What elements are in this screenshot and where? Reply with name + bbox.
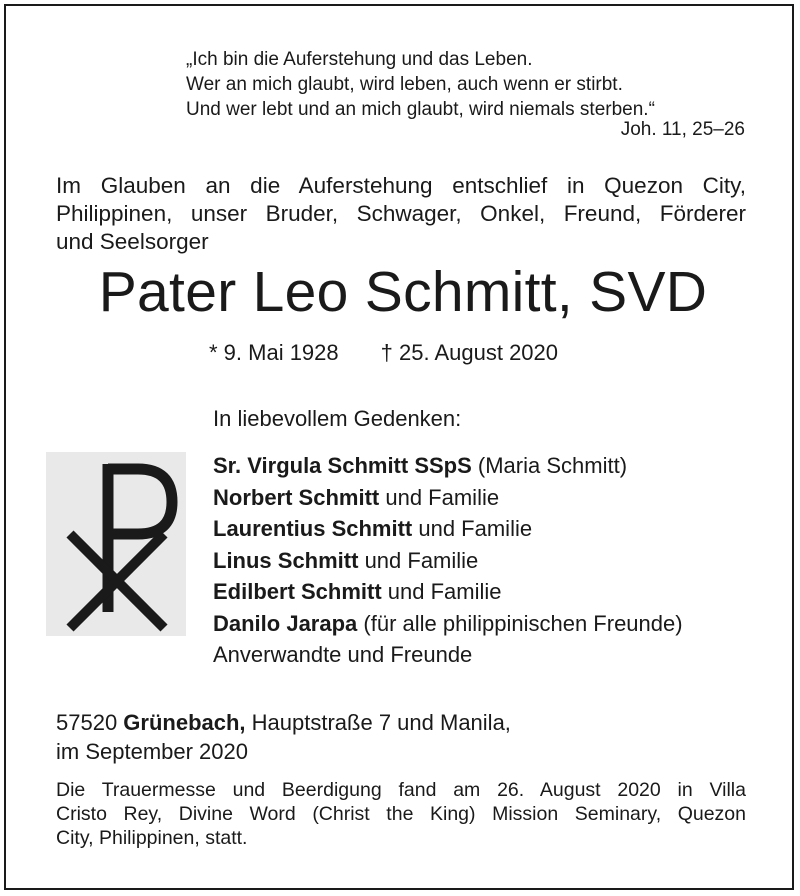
- mourner-entry: Anverwandte und Freunde: [213, 642, 473, 667]
- mourner-entry: Danilo Jarapa (für alle philippinischen Freunde): [213, 610, 683, 636]
- bible-quote: [186, 47, 655, 122]
- intro-line: und Seelsorger: [56, 229, 209, 254]
- mourner-entry: Norbert Schmitt und Familie: [213, 484, 500, 510]
- quote-line: Wer an mich glaubt, wird leben, auch wenn er stirbt.: [186, 74, 623, 95]
- funeral-note: [56, 778, 746, 850]
- place-and-date: [56, 708, 511, 766]
- mourner-entry: Sr. Virgula Schmitt SSpS (Maria Schmitt): [213, 453, 628, 478]
- address-line: 57520 Grünebach, Hauptstraße 7 und Manila,: [56, 710, 511, 735]
- note-line: Die Trauermesse und Beerdigung fand am 26. August 2020 in Villa: [56, 779, 746, 801]
- intro-line: Philippinen, unser Bruder, Schwager, Onkel, Freund, Förderer: [56, 201, 746, 226]
- mourner-entry: Linus Schmitt und Familie: [213, 547, 479, 573]
- date-line: im September 2020: [56, 739, 248, 764]
- mourner-entry: Edilbert Schmitt und Familie: [213, 579, 502, 604]
- deceased-name: Pater Leo Schmitt, SVD: [98, 260, 708, 324]
- birth-date: * 9. Mai 1928: [209, 340, 339, 365]
- mourners-list: [213, 450, 683, 671]
- life-dates: [209, 340, 558, 366]
- death-date: † 25. August 2020: [380, 340, 559, 365]
- note-line: Cristo Rey, Divine Word (Christ the King) Mission Seminary, Quezon: [56, 803, 746, 825]
- chi-rho-icon: [46, 452, 186, 636]
- intro-text: [56, 172, 746, 256]
- mourner-entry: Laurentius Schmitt und Familie: [213, 516, 533, 541]
- quote-reference: Joh. 11, 25–26: [620, 119, 745, 140]
- intro-line: Im Glauben an die Auferstehung entschlief in Quezon City,: [56, 173, 746, 198]
- note-line: City, Philippinen, statt.: [56, 827, 248, 849]
- quote-line: Und wer lebt und an mich glaubt, wird niemals sterben.“: [186, 99, 655, 120]
- quote-line: „Ich bin die Auferstehung und das Leben.: [186, 49, 533, 70]
- mourners-heading: In liebevollem Gedenken:: [213, 406, 462, 431]
